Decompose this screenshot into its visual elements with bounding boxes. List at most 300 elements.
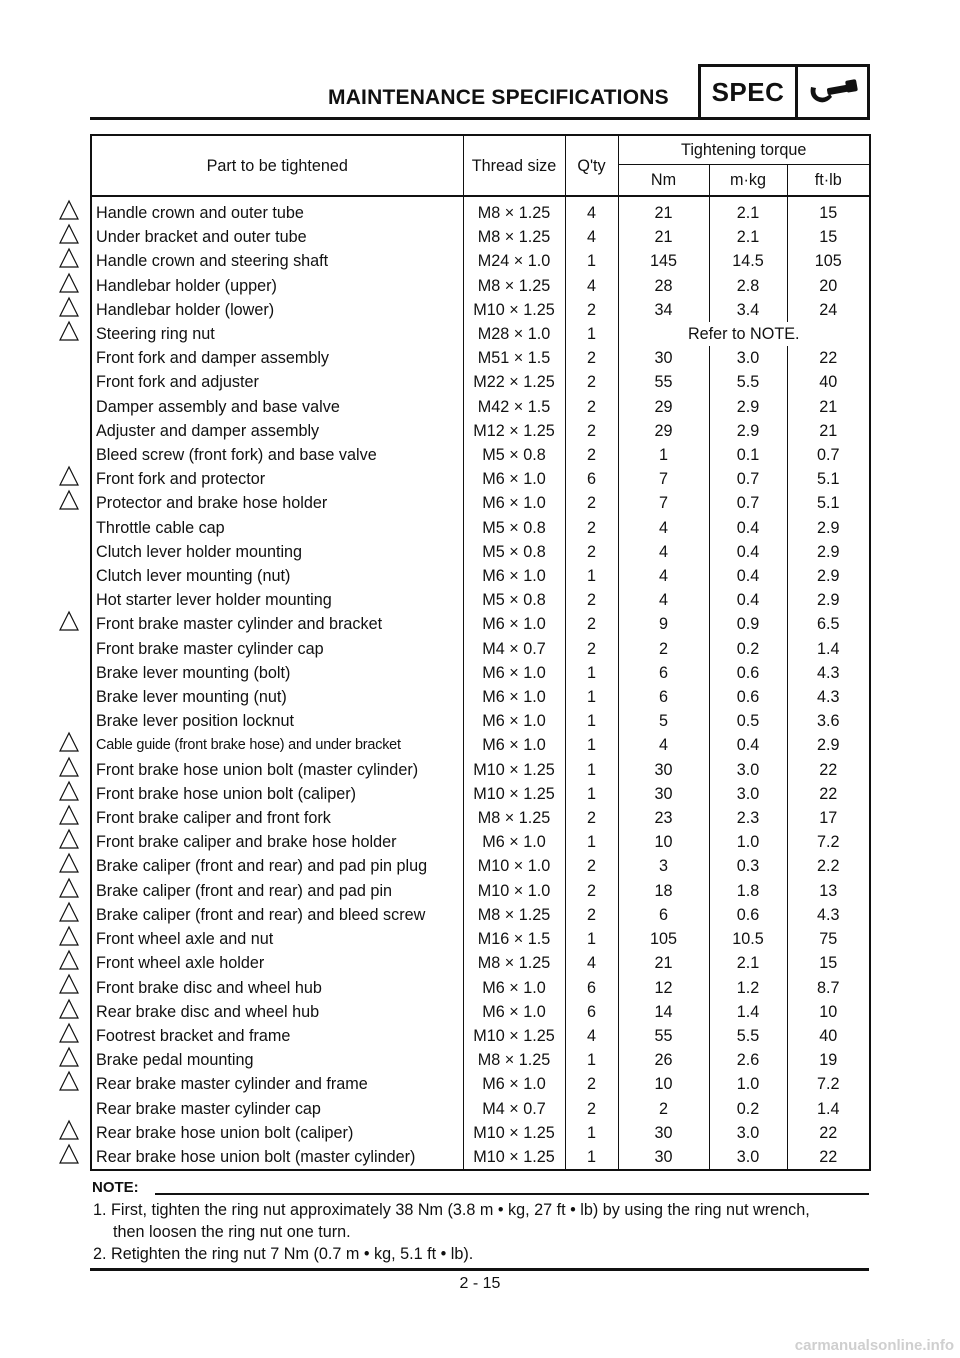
cell-thread-size: M6 × 1.0 (463, 1000, 565, 1024)
cell-part: Handle crown and outer tube (91, 196, 463, 225)
cell-qty: 1 (565, 249, 618, 273)
cell-nm: 7 (618, 467, 709, 491)
cell-ftlb: 2.9 (787, 516, 870, 540)
caution-triangle-icon (58, 610, 80, 632)
table-row (91, 225, 870, 249)
cell-ftlb: 15 (787, 196, 870, 225)
table-row (91, 806, 870, 830)
cell-ftlb: 4.3 (787, 661, 870, 685)
cell-part: Brake caliper (front and rear) and pad pin (91, 879, 463, 903)
cell-thread-size: M8 × 1.25 (463, 225, 565, 249)
cell-ftlb: 21 (787, 419, 870, 443)
cell-mkg: 1.8 (709, 879, 787, 903)
table-row (91, 637, 870, 661)
col-header-mkg: m·kg (709, 165, 787, 197)
cell-mkg: 2.1 (709, 225, 787, 249)
cell-part: Damper assembly and base valve (91, 395, 463, 419)
table-row (91, 298, 870, 322)
cell-part: Throttle cable cap (91, 516, 463, 540)
cell-thread-size: M6 × 1.0 (463, 564, 565, 588)
table-row (91, 346, 870, 370)
cell-nm: 28 (618, 274, 709, 298)
cell-ftlb: 24 (787, 298, 870, 322)
table-row (91, 854, 870, 878)
cell-mkg: 0.3 (709, 854, 787, 878)
cell-thread-size: M8 × 1.25 (463, 1048, 565, 1072)
table-row (91, 1097, 870, 1121)
cell-mkg: 2.1 (709, 951, 787, 975)
cell-mkg: 3.0 (709, 782, 787, 806)
cell-ftlb: 40 (787, 1024, 870, 1048)
cell-nm: 12 (618, 976, 709, 1000)
table-row (91, 976, 870, 1000)
cell-nm: 4 (618, 733, 709, 757)
cell-mkg: 3.0 (709, 1121, 787, 1145)
spec-badge (698, 64, 870, 120)
cell-qty: 2 (565, 1072, 618, 1096)
cell-qty: 1 (565, 709, 618, 733)
cell-part: Clutch lever mounting (nut) (91, 564, 463, 588)
cell-thread-size: M8 × 1.25 (463, 196, 565, 225)
table-row (91, 322, 870, 346)
cell-nm: 145 (618, 249, 709, 273)
cell-mkg: 2.6 (709, 1048, 787, 1072)
cell-thread-size: M10 × 1.0 (463, 879, 565, 903)
cell-qty: 1 (565, 782, 618, 806)
caution-triangle-icon (58, 852, 80, 874)
cell-nm: 1 (618, 443, 709, 467)
cell-qty: 1 (565, 1145, 618, 1170)
cell-thread-size: M10 × 1.25 (463, 758, 565, 782)
cell-nm: 14 (618, 1000, 709, 1024)
page-title: MAINTENANCE SPECIFICATIONS (328, 86, 669, 109)
cell-part: Cable guide (front brake hose) and under bracket (91, 733, 463, 757)
cell-ftlb: 6.5 (787, 612, 870, 636)
cell-thread-size: M10 × 1.25 (463, 298, 565, 322)
caution-triangle-icon (58, 320, 80, 342)
cell-ftlb: 2.9 (787, 588, 870, 612)
table-row (91, 370, 870, 394)
cell-part: Front fork and damper assembly (91, 346, 463, 370)
cell-ftlb: 75 (787, 927, 870, 951)
cell-part: Brake pedal mounting (91, 1048, 463, 1072)
cell-nm: 10 (618, 830, 709, 854)
watermark: carmanualsonline.info (794, 1337, 954, 1354)
cell-mkg: 2.3 (709, 806, 787, 830)
cell-part: Rear brake disc and wheel hub (91, 1000, 463, 1024)
wrench-icon (798, 67, 867, 117)
header-rule (90, 117, 870, 120)
cell-qty: 2 (565, 854, 618, 878)
table-row (91, 516, 870, 540)
cell-qty: 1 (565, 661, 618, 685)
cell-nm: 4 (618, 540, 709, 564)
cell-thread-size: M6 × 1.0 (463, 491, 565, 515)
table-row (91, 1000, 870, 1024)
table-row (91, 419, 870, 443)
cell-mkg: 0.4 (709, 588, 787, 612)
cell-mkg: 0.9 (709, 612, 787, 636)
cell-qty: 2 (565, 588, 618, 612)
cell-part: Under bracket and outer tube (91, 225, 463, 249)
caution-triangle-icon (58, 925, 80, 947)
cell-ftlb: 19 (787, 1048, 870, 1072)
cell-nm: 26 (618, 1048, 709, 1072)
cell-qty: 2 (565, 806, 618, 830)
cell-part: Rear brake hose union bolt (master cylinder) (91, 1145, 463, 1170)
cell-mkg: 2.8 (709, 274, 787, 298)
cell-nm: 30 (618, 1121, 709, 1145)
cell-nm: 29 (618, 419, 709, 443)
caution-triangle-icon (58, 247, 80, 269)
cell-ftlb: 22 (787, 346, 870, 370)
cell-part: Front brake caliper and front fork (91, 806, 463, 830)
cell-ftlb: 8.7 (787, 976, 870, 1000)
cell-mkg: 3.0 (709, 1145, 787, 1170)
caution-triangle-icon (58, 199, 80, 221)
cell-ftlb: 22 (787, 1121, 870, 1145)
cell-nm: 30 (618, 758, 709, 782)
cell-nm: 6 (618, 685, 709, 709)
caution-triangle-icon (58, 1070, 80, 1092)
cell-nm: 29 (618, 395, 709, 419)
cell-qty: 2 (565, 395, 618, 419)
cell-ftlb: 2.2 (787, 854, 870, 878)
cell-nm: 4 (618, 564, 709, 588)
caution-triangle-icon (58, 465, 80, 487)
cell-qty: 2 (565, 516, 618, 540)
cell-torque-note: Refer to NOTE. (618, 322, 870, 346)
cell-mkg: 2.9 (709, 395, 787, 419)
caution-triangle-icon (58, 828, 80, 850)
cell-qty: 1 (565, 758, 618, 782)
cell-ftlb: 15 (787, 951, 870, 975)
cell-thread-size: M5 × 0.8 (463, 443, 565, 467)
table-row (91, 467, 870, 491)
cell-nm: 9 (618, 612, 709, 636)
cell-mkg: 1.0 (709, 830, 787, 854)
cell-ftlb: 22 (787, 1145, 870, 1170)
cell-qty: 2 (565, 370, 618, 394)
table-row (91, 733, 870, 757)
cell-qty: 1 (565, 322, 618, 346)
cell-thread-size: M4 × 0.7 (463, 1097, 565, 1121)
cell-thread-size: M42 × 1.5 (463, 395, 565, 419)
cell-nm: 6 (618, 661, 709, 685)
cell-qty: 1 (565, 1048, 618, 1072)
cell-mkg: 0.4 (709, 733, 787, 757)
cell-ftlb: 2.9 (787, 540, 870, 564)
cell-mkg: 0.4 (709, 564, 787, 588)
cell-mkg: 5.5 (709, 1024, 787, 1048)
cell-qty: 2 (565, 879, 618, 903)
cell-mkg: 1.4 (709, 1000, 787, 1024)
cell-qty: 2 (565, 491, 618, 515)
cell-qty: 2 (565, 612, 618, 636)
cell-mkg: 14.5 (709, 249, 787, 273)
cell-qty: 1 (565, 1121, 618, 1145)
cell-ftlb: 1.4 (787, 1097, 870, 1121)
cell-nm: 2 (618, 1097, 709, 1121)
cell-nm: 21 (618, 196, 709, 225)
note-label: NOTE: (92, 1179, 139, 1196)
col-header-part: Part to be tightened (91, 135, 463, 196)
cell-qty: 2 (565, 419, 618, 443)
cell-nm: 10 (618, 1072, 709, 1096)
cell-ftlb: 105 (787, 249, 870, 273)
cell-qty: 6 (565, 1000, 618, 1024)
cell-nm: 5 (618, 709, 709, 733)
cell-thread-size: M4 × 0.7 (463, 637, 565, 661)
table-row (91, 685, 870, 709)
table-row (91, 903, 870, 927)
table-row (91, 196, 870, 225)
note-line-1: 1. First, tighten the ring nut approximately 38 Nm (3.8 m • kg, 27 ft • lb) by using the ring nut wrench, (93, 1201, 810, 1219)
cell-part: Rear brake master cylinder cap (91, 1097, 463, 1121)
col-header-ftlb: ft·lb (787, 165, 870, 197)
cell-part: Front brake hose union bolt (master cylinder) (91, 758, 463, 782)
cell-thread-size: M6 × 1.0 (463, 612, 565, 636)
cell-mkg: 2.1 (709, 196, 787, 225)
cell-thread-size: M8 × 1.25 (463, 903, 565, 927)
cell-ftlb: 7.2 (787, 1072, 870, 1096)
cell-thread-size: M6 × 1.0 (463, 1072, 565, 1096)
cell-part: Adjuster and damper assembly (91, 419, 463, 443)
cell-ftlb: 2.9 (787, 564, 870, 588)
cell-thread-size: M10 × 1.25 (463, 1024, 565, 1048)
table-row (91, 1145, 870, 1170)
cell-part: Front brake disc and wheel hub (91, 976, 463, 1000)
cell-nm: 23 (618, 806, 709, 830)
col-header-thread: Thread size (463, 135, 565, 196)
cell-thread-size: M5 × 0.8 (463, 516, 565, 540)
cell-qty: 4 (565, 1024, 618, 1048)
cell-nm: 4 (618, 588, 709, 612)
cell-nm: 34 (618, 298, 709, 322)
cell-mkg: 0.6 (709, 903, 787, 927)
page-number: 2 - 15 (459, 1275, 501, 1292)
cell-qty: 1 (565, 564, 618, 588)
caution-triangle-icon (58, 296, 80, 318)
cell-qty: 2 (565, 346, 618, 370)
cell-nm: 105 (618, 927, 709, 951)
note-rule (155, 1193, 869, 1195)
cell-part: Front fork and adjuster (91, 370, 463, 394)
col-header-torque: Tightening torque (618, 135, 870, 165)
cell-qty: 2 (565, 540, 618, 564)
cell-part: Brake caliper (front and rear) and pad pin plug (91, 854, 463, 878)
cell-thread-size: M10 × 1.25 (463, 1121, 565, 1145)
cell-thread-size: M12 × 1.25 (463, 419, 565, 443)
cell-part: Protector and brake hose holder (91, 491, 463, 515)
cell-thread-size: M5 × 0.8 (463, 540, 565, 564)
cell-ftlb: 2.9 (787, 733, 870, 757)
table-row (91, 564, 870, 588)
cell-mkg: 0.5 (709, 709, 787, 733)
cell-part: Front brake master cylinder cap (91, 637, 463, 661)
table-row (91, 274, 870, 298)
cell-part: Brake lever position locknut (91, 709, 463, 733)
caution-triangle-icon (58, 1046, 80, 1068)
cell-nm: 21 (618, 951, 709, 975)
cell-thread-size: M51 × 1.5 (463, 346, 565, 370)
cell-nm: 30 (618, 346, 709, 370)
cell-ftlb: 15 (787, 225, 870, 249)
cell-ftlb: 5.1 (787, 467, 870, 491)
cell-qty: 2 (565, 298, 618, 322)
torque-spec-table (90, 134, 871, 1171)
cell-nm: 30 (618, 1145, 709, 1170)
cell-part: Front brake master cylinder and bracket (91, 612, 463, 636)
cell-thread-size: M24 × 1.0 (463, 249, 565, 273)
note-line-2: then loosen the ring nut one turn. (113, 1223, 351, 1241)
cell-thread-size: M6 × 1.0 (463, 733, 565, 757)
cell-mkg: 0.2 (709, 637, 787, 661)
caution-triangle-icon (58, 901, 80, 923)
cell-mkg: 0.6 (709, 685, 787, 709)
cell-mkg: 0.4 (709, 516, 787, 540)
caution-triangle-icon (58, 489, 80, 511)
col-header-nm: Nm (618, 165, 709, 197)
cell-thread-size: M6 × 1.0 (463, 661, 565, 685)
cell-qty: 2 (565, 443, 618, 467)
cell-qty: 6 (565, 467, 618, 491)
cell-part: Handlebar holder (lower) (91, 298, 463, 322)
caution-triangle-icon (58, 756, 80, 778)
cell-nm: 4 (618, 516, 709, 540)
cell-ftlb: 20 (787, 274, 870, 298)
cell-part: Front wheel axle holder (91, 951, 463, 975)
cell-mkg: 0.1 (709, 443, 787, 467)
table-row (91, 661, 870, 685)
caution-triangle-icon (58, 223, 80, 245)
cell-part: Hot starter lever holder mounting (91, 588, 463, 612)
table-row (91, 830, 870, 854)
table-row (91, 1048, 870, 1072)
table-row (91, 758, 870, 782)
caution-triangle-icon (58, 973, 80, 995)
note-line-3: 2. Retighten the ring nut 7 Nm (0.7 m • kg, 5.1 ft • lb). (93, 1245, 474, 1263)
table-row (91, 1121, 870, 1145)
cell-mkg: 10.5 (709, 927, 787, 951)
cell-thread-size: M8 × 1.25 (463, 806, 565, 830)
cell-ftlb: 0.7 (787, 443, 870, 467)
caution-triangle-icon (58, 949, 80, 971)
cell-ftlb: 7.2 (787, 830, 870, 854)
cell-ftlb: 17 (787, 806, 870, 830)
cell-ftlb: 40 (787, 370, 870, 394)
cell-thread-size: M16 × 1.5 (463, 927, 565, 951)
table-row (91, 588, 870, 612)
cell-thread-size: M10 × 1.0 (463, 854, 565, 878)
cell-thread-size: M5 × 0.8 (463, 588, 565, 612)
cell-thread-size: M10 × 1.25 (463, 782, 565, 806)
cell-mkg: 1.2 (709, 976, 787, 1000)
cell-qty: 4 (565, 196, 618, 225)
cell-thread-size: M8 × 1.25 (463, 274, 565, 298)
cell-qty: 1 (565, 733, 618, 757)
cell-qty: 1 (565, 830, 618, 854)
footer-rule (90, 1268, 869, 1271)
table-row (91, 709, 870, 733)
cell-mkg: 0.7 (709, 467, 787, 491)
cell-mkg: 3.4 (709, 298, 787, 322)
cell-mkg: 0.6 (709, 661, 787, 685)
cell-qty: 6 (565, 976, 618, 1000)
caution-triangle-icon (58, 1022, 80, 1044)
cell-mkg: 3.0 (709, 346, 787, 370)
cell-ftlb: 4.3 (787, 685, 870, 709)
caution-triangle-icon (58, 780, 80, 802)
cell-part: Steering ring nut (91, 322, 463, 346)
cell-mkg: 0.4 (709, 540, 787, 564)
cell-qty: 2 (565, 1097, 618, 1121)
cell-mkg: 3.0 (709, 758, 787, 782)
cell-mkg: 0.7 (709, 491, 787, 515)
cell-part: Handle crown and steering shaft (91, 249, 463, 273)
cell-nm: 55 (618, 1024, 709, 1048)
cell-thread-size: M6 × 1.0 (463, 976, 565, 1000)
caution-triangle-icon (58, 877, 80, 899)
table-row (91, 612, 870, 636)
table-row (91, 443, 870, 467)
cell-mkg: 5.5 (709, 370, 787, 394)
cell-thread-size: M28 × 1.0 (463, 322, 565, 346)
cell-qty: 4 (565, 951, 618, 975)
table-row (91, 927, 870, 951)
cell-nm: 2 (618, 637, 709, 661)
cell-qty: 1 (565, 927, 618, 951)
cell-part: Handlebar holder (upper) (91, 274, 463, 298)
cell-thread-size: M8 × 1.25 (463, 951, 565, 975)
table-row (91, 782, 870, 806)
caution-triangle-icon (58, 1143, 80, 1165)
cell-qty: 2 (565, 903, 618, 927)
cell-nm: 3 (618, 854, 709, 878)
cell-part: Rear brake master cylinder and frame (91, 1072, 463, 1096)
cell-part: Front wheel axle and nut (91, 927, 463, 951)
cell-ftlb: 3.6 (787, 709, 870, 733)
cell-part: Front brake hose union bolt (caliper) (91, 782, 463, 806)
cell-part: Front brake caliper and brake hose holder (91, 830, 463, 854)
caution-triangle-icon (58, 731, 80, 753)
cell-ftlb: 10 (787, 1000, 870, 1024)
caution-triangle-icon (58, 998, 80, 1020)
cell-part: Brake lever mounting (bolt) (91, 661, 463, 685)
table-row (91, 1072, 870, 1096)
caution-triangle-icon (58, 1119, 80, 1141)
cell-nm: 7 (618, 491, 709, 515)
spec-badge-label: SPEC (701, 67, 798, 117)
cell-part: Clutch lever holder mounting (91, 540, 463, 564)
cell-thread-size: M22 × 1.25 (463, 370, 565, 394)
cell-mkg: 1.0 (709, 1072, 787, 1096)
table-row (91, 1024, 870, 1048)
cell-ftlb: 22 (787, 782, 870, 806)
caution-triangle-icon (58, 804, 80, 826)
cell-ftlb: 21 (787, 395, 870, 419)
cell-nm: 30 (618, 782, 709, 806)
table-row (91, 951, 870, 975)
cell-nm: 21 (618, 225, 709, 249)
cell-ftlb: 5.1 (787, 491, 870, 515)
cell-nm: 6 (618, 903, 709, 927)
cell-ftlb: 4.3 (787, 903, 870, 927)
caution-triangle-icon (58, 272, 80, 294)
cell-qty: 4 (565, 274, 618, 298)
cell-part: Front fork and protector (91, 467, 463, 491)
cell-nm: 55 (618, 370, 709, 394)
